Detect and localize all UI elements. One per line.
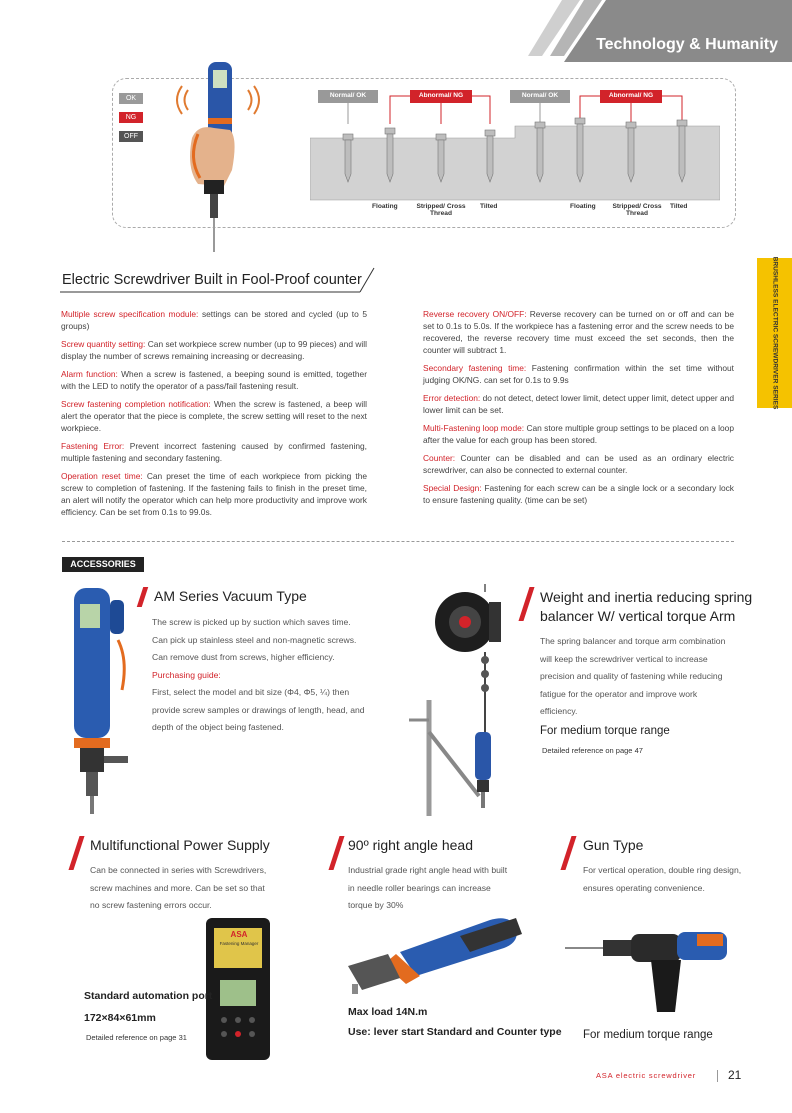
label-tilted: Tilted (480, 203, 498, 210)
label-floating-2: Floating (570, 203, 596, 210)
power-title: Multifunctional Power Supply (90, 837, 270, 853)
feature-item: Reverse recovery ON/OFF: Reverse recovery can be turned on or off and can be set to 0.1s to 5.0s. If the workpiece has a fastening error and the screw needs to be recovered, the reverse recovery time must exceed the set seconds, then the counter will subtract 1. (423, 309, 734, 355)
power-brand: ASA (230, 930, 248, 939)
features-right (423, 308, 734, 506)
balancer-range: For medium torque range (540, 725, 670, 737)
slash-mark (137, 587, 148, 607)
am-description: The screw is picked up by suction which saves time. Can pick up stainless steel and non-magnetic screws. Can remove dust from screws, higher efficiency. Purchasing guide: First, select the model and bit size (Φ4, Φ5, ¼) then provide screw samples or drawings of length, head, and depth of the object being fastened. (152, 614, 384, 737)
gun-range: For medium torque range (583, 1029, 713, 1041)
feature-item: Operation reset time: Can preset the time of each workpiece from picking the screw to completion of fastening. If the fastening fails to finish in the preset time, an alert will notify the operator which can help more productivity and improve work efficiency. Can be set from 0.1s to 99.0s. (61, 471, 368, 517)
footer-brand: ASA electric screwdriver (596, 1071, 697, 1080)
power-reference: Detailed reference on page 31 (86, 1033, 187, 1042)
footer-divider (717, 1070, 718, 1082)
angle-spec-use: Use: lever start Standard and Counter type (348, 1026, 562, 1038)
features-left (61, 308, 367, 518)
feature-item: Screw fastening completion notification: When the screw is fastened, a beep will alert the operator that the piece is complete, the screw setting will reset to the next workpiece. (61, 399, 367, 433)
group-label-abnormal-ng: Abnormal/ NG (418, 92, 464, 99)
angle-title: 90º right angle head (348, 837, 473, 853)
spring-balancer-image (405, 582, 523, 822)
led-ng: NG (119, 112, 143, 123)
power-device-label: Fastening Manager (219, 941, 259, 946)
feature-item: Error detection: do not detect, detect lower limit, detect upper limit, detect upper and lower limit can be set. (423, 393, 734, 415)
feature-item: Multiple screw specification module: settings can be stored and cycled (up to 5 groups) (61, 309, 368, 331)
feature-item: Screw quantity setting: Can set workpiece screw number (up to 99 pieces) and will display the number of screws remaining increasing or decreasing. (61, 339, 367, 361)
section-divider (62, 541, 734, 542)
group-label-abnormal-ng-2: Abnormal/ NG (608, 92, 654, 99)
led-ok: OK (119, 93, 143, 104)
page-number: 21 (728, 1068, 742, 1082)
feature-item: Secondary fastening time: Fastening confirmation within the set time without judging OK/NG. can set for 0.1s to 9.9s (423, 363, 734, 385)
power-spec-size: 172×84×61mm (84, 1012, 156, 1024)
slash-mark (328, 836, 344, 870)
balancer-description: The spring balancer and torque arm combination will keep the screwdriver vertical to increase precision and quality of fastening while reducing fatigue for the operator and improve work efficiency. (540, 636, 726, 716)
am-title: AM Series Vacuum Type (154, 588, 307, 604)
balancer-reference: Detailed reference on page 47 (542, 746, 643, 755)
power-spec-port: Standard automation port (84, 990, 213, 1002)
slash-mark (68, 836, 84, 870)
label-stripped-2: Stripped/ Cross Thread (612, 203, 662, 217)
gun-type-screwdriver-image (565, 920, 745, 1020)
feature-item: Alarm function: When a screw is fastened, a beeping sound is emitted, together with the LED to notify the operator of a pass/fail fastening result. (61, 369, 367, 391)
label-floating: Floating (372, 203, 398, 210)
gun-title: Gun Type (583, 837, 644, 853)
group-label-normal-ok-2: Normal/ OK (521, 92, 559, 99)
accessories-tag: ACCESSORIES (62, 557, 144, 572)
slash-mark (560, 836, 576, 870)
feature-item: Special Design: Fastening for each screw can be a single lock or a secondary lock to ensure fastening quality. (time can be set) (423, 483, 734, 505)
feature-item: Counter: Counter can be disabled and can be used as an ordinary electric screwdriver, can also be connected to external counter. (423, 453, 734, 475)
header-banner (528, 0, 792, 62)
led-off: OFF (119, 131, 143, 142)
purchasing-guide-label: Purchasing guide: (152, 669, 221, 680)
feature-item: Fastening Error: Prevent incorrect fastening caused by confirmed fastening, multiple fastening and secondary fastening. (61, 441, 367, 463)
angle-description: Industrial grade right angle head with built in needle roller bearings can increase torque by 30% (348, 865, 508, 910)
title-underline (60, 265, 380, 295)
right-angle-head-image (340, 908, 530, 998)
feature-item: Multi-Fastening loop mode: Can store multiple group settings to be placed on a loop after the value for each group has been stored. (423, 423, 734, 445)
header-title: Technology & Humanity (596, 36, 778, 53)
counter-screwdriver-image (168, 58, 280, 258)
balancer-title: Weight and inertia reducing spring balancer W/ vertical torque Arm (540, 589, 753, 624)
angle-spec-load: Max load 14N.m (348, 1006, 428, 1018)
am-vacuum-screwdriver-image (66, 580, 136, 820)
series-side-tab: BRUSHLESS ELECTRIC SCREWDRIVER SERIES (757, 258, 792, 408)
group-label-normal-ok: Normal/ OK (329, 92, 367, 99)
label-tilted-2: Tilted (670, 203, 688, 210)
gun-description: For vertical operation, double ring design, ensures operating convenience. (583, 865, 742, 893)
label-stripped: Stripped/ Cross Thread (416, 203, 466, 217)
power-description: Can be connected in series with Screwdrivers, screw machines and more. Can be set so that no screw fastening errors occur. (90, 865, 267, 910)
section-title: Electric Screwdriver Built in Fool-Proof counter (62, 272, 362, 288)
